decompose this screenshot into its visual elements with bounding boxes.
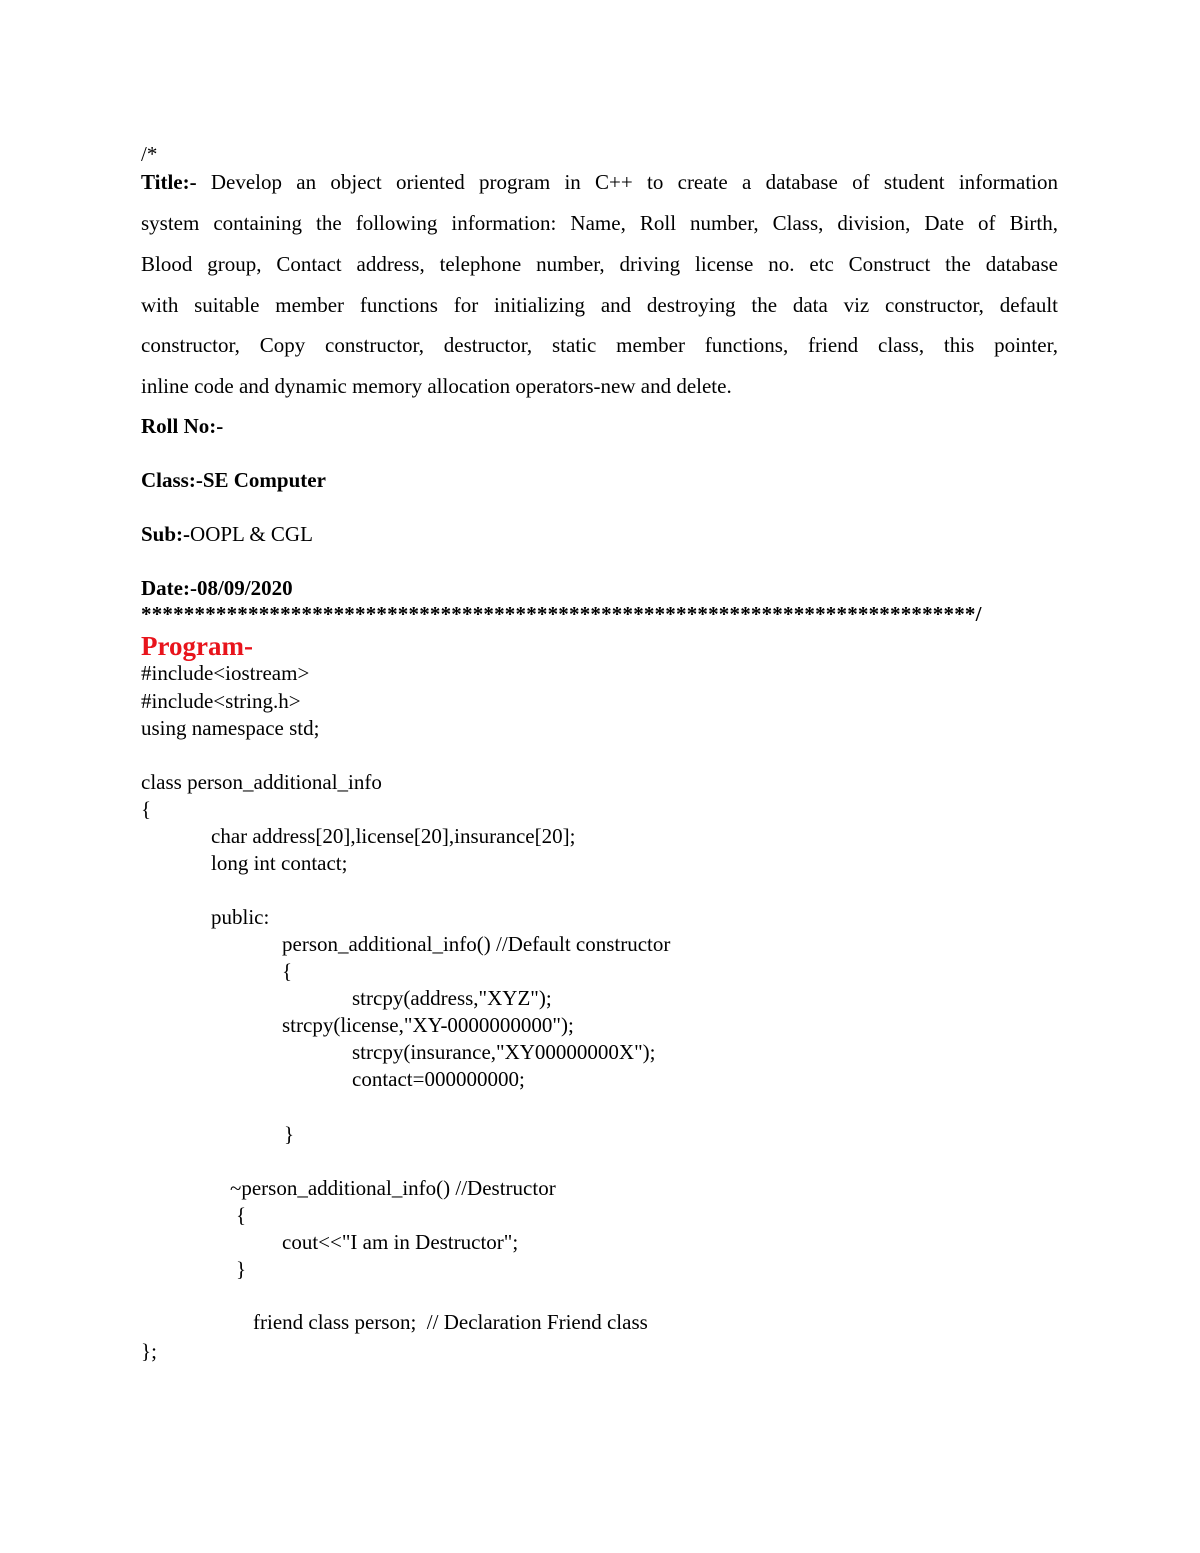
subject-value: OOPL & CGL bbox=[190, 522, 313, 546]
code-line: strcpy(insurance,"XY00000000X"); bbox=[352, 1040, 656, 1064]
title-line-1 bbox=[141, 172, 1058, 193]
title-line-3: Blood group, Contact address, telephone number, driving license no. etc Construct the database bbox=[141, 252, 1058, 276]
subject-label: Sub:- bbox=[141, 522, 191, 546]
code-line: } bbox=[284, 1122, 295, 1146]
code-line: { bbox=[236, 1203, 247, 1227]
roll-no: Roll No:- bbox=[141, 414, 224, 438]
code-line: cout<<"I am in Destructor"; bbox=[282, 1230, 519, 1254]
code-line: contact=000000000; bbox=[352, 1067, 525, 1091]
title-label: Title:- bbox=[141, 170, 197, 194]
comment-close-stars: ******************************************************************************/ bbox=[141, 602, 982, 626]
code-line: public: bbox=[211, 905, 270, 929]
title-line-4: with suitable member functions for initializing and destroying the data viz constructor, default bbox=[141, 293, 1058, 317]
title-line-5: constructor, Copy constructor, destructor, static member functions, friend class, this pointer, bbox=[141, 333, 1058, 357]
code-line: { bbox=[282, 959, 293, 983]
code-line: long int contact; bbox=[211, 851, 348, 875]
comment-open: /* bbox=[141, 142, 158, 166]
code-line: class person_additional_info bbox=[141, 770, 382, 794]
code-line: friend class person; // Declaration Friend class bbox=[253, 1310, 648, 1334]
code-line: using namespace std; bbox=[141, 716, 320, 740]
class-info: Class:-SE Computer bbox=[141, 468, 326, 492]
code-line: strcpy(address,"XYZ"); bbox=[352, 986, 552, 1010]
date-info: Date:-08/09/2020 bbox=[141, 576, 293, 600]
code-line: ~person_additional_info() //Destructor bbox=[230, 1176, 556, 1200]
subject-info bbox=[141, 524, 313, 545]
code-line: char address[20],license[20],insurance[20]; bbox=[211, 824, 576, 848]
code-line: person_additional_info() //Default constructor bbox=[282, 932, 671, 956]
code-line: strcpy(license,"XY-0000000000"); bbox=[282, 1013, 574, 1037]
title-line-2: system containing the following information: Name, Roll number, Class, division, Date of Birth, bbox=[141, 211, 1058, 235]
code-line: #include<string.h> bbox=[141, 689, 301, 713]
program-heading: Program- bbox=[141, 631, 253, 661]
code-line: }; bbox=[141, 1339, 157, 1363]
title-text-1: Develop an object oriented program in C++ to create a database of student information bbox=[196, 170, 1058, 194]
code-line: } bbox=[236, 1257, 247, 1281]
code-line: #include<iostream> bbox=[141, 661, 310, 685]
code-line: { bbox=[141, 797, 152, 821]
title-line-6: inline code and dynamic memory allocation operators-new and delete. bbox=[141, 374, 732, 398]
